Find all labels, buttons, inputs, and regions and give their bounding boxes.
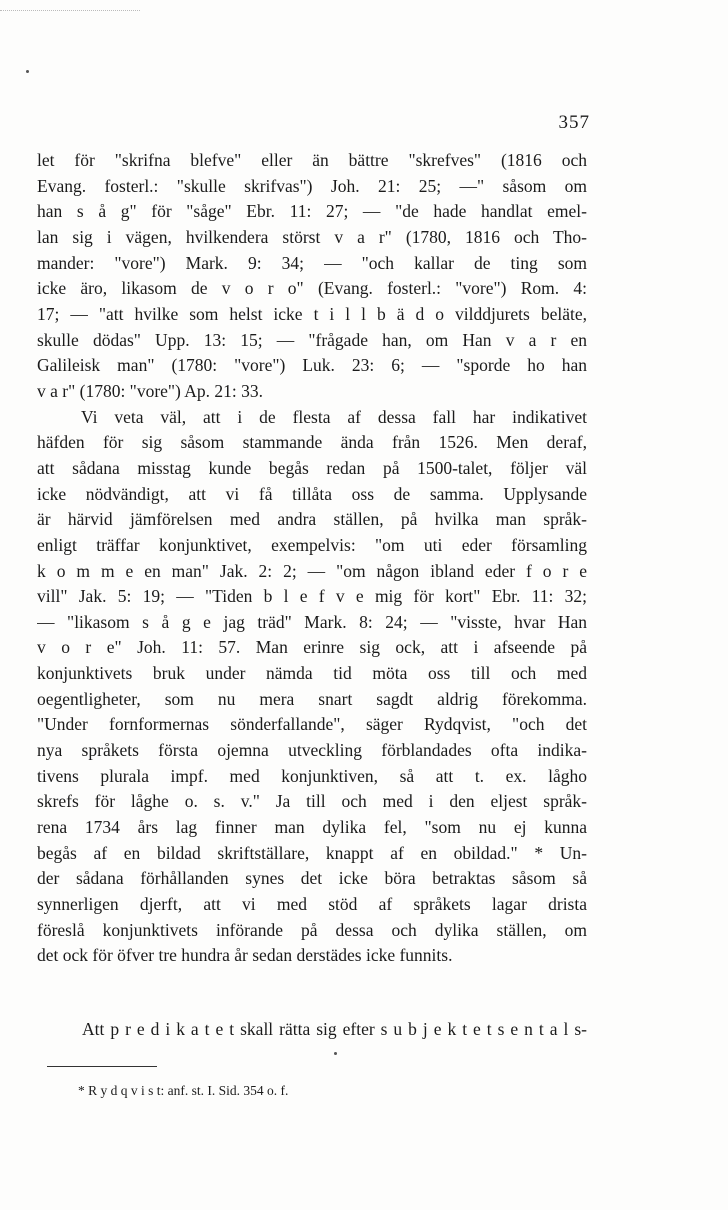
text-line: tivens plurala impf. med konjunktiven, så att t. ex. lågho	[37, 765, 587, 786]
footnote-rule	[47, 1066, 157, 1067]
text-line: rena 1734 års lag finner man dylika fel, "som nu ej kunna	[37, 817, 587, 838]
text-line: icke nödvändigt, att vi få tillåta oss de samma. Upplysande	[37, 483, 587, 504]
text-line: skrefs för låghe o. s. v." Ja till och med i den eljest språk-	[37, 791, 587, 812]
text-line: att sådana misstag kunde begås redan på 1500-talet, följer väl	[37, 457, 587, 478]
text-line: föreslå konjunktivets införande på dessa och dylika ställen, om	[37, 919, 587, 940]
text-line: mander: "vore") Mark. 9: 34; — "och kallar de ting som	[37, 252, 587, 273]
text-line: häfden för sig såsom stammande ända från 1526. Men deraf,	[37, 432, 587, 453]
text-line: oegentligheter, som nu mera snart sagdt aldrig förekomma.	[37, 688, 587, 709]
text-line: let för "skrifna blefve" eller än bättre "skrefves" (1816 och	[37, 150, 587, 170]
text-line: enligt träffar konjunktivet, exempelvis: "om uti eder församling	[37, 534, 587, 555]
text-line: k o m m e en man" Jak. 2: 2; — "om någon ibland eder f o r e	[37, 560, 587, 581]
text-line: Galileisk man" (1780: "vore") Luk. 23: 6; — "sporde ho han	[37, 355, 587, 376]
body-text	[37, 148, 587, 969]
ink-speck	[334, 1052, 337, 1055]
text-line: konjunktivets bruk under nämda tid möta oss till och med	[37, 663, 587, 684]
text-line: begås af en bildad skriftställare, knappt af en obildad." * Un-	[37, 842, 587, 863]
text-line: är härvid jämförelsen med andra ställen, på hvilka man språk-	[37, 509, 587, 530]
text-line: nya språkets första ojemna utveckling förblandades ofta indika-	[37, 740, 587, 761]
text-line: "Under fornformernas sönderfallande", säger Rydqvist, "och det	[37, 714, 587, 735]
scan-edge-mark	[0, 10, 140, 11]
text-line: det ock för öfver tre hundra år sedan derstädes icke funnits.	[37, 945, 453, 966]
text-line: Evang. fosterl.: "skulle skrifvas") Joh. 21: 25; —" såsom om	[37, 175, 587, 196]
text-line: 17; — "att hvilke som helst icke t i l l b ä d o vilddjurets beläte,	[37, 303, 587, 324]
ink-speck	[26, 70, 29, 73]
text-line: synnerligen djerft, att vi med stöd af språkets lagar drista	[37, 894, 587, 915]
text-line: lan sig i vägen, hvilkendera störst v a r" (1780, 1816 och Tho-	[37, 226, 587, 247]
text-line: icke äro, likasom de v o r o" (Evang. fosterl.: "vore") Rom. 4:	[37, 278, 587, 299]
section-start-line: Att p r e d i k a t e t skall rätta sig efter s u b j e k t e t s e n t a l s-	[82, 1019, 587, 1039]
text-line: der sådana förhållanden synes det icke böra betraktas såsom så	[37, 868, 587, 889]
footnote: * R y d q v i s t: anf. st. I. Sid. 354 o. f.	[78, 1083, 289, 1098]
text-line: vill" Jak. 5: 19; — "Tiden b l e f v e mig för kort" Ebr. 11: 32;	[37, 586, 587, 607]
text-line: — "likasom s å g e jag träd" Mark. 8: 24; — "visste, hvar Han	[37, 611, 587, 632]
text-line: skulle dödas" Upp. 13: 15; — "frågade han, om Han v a r en	[37, 329, 587, 350]
page-number: 357	[558, 112, 590, 133]
text-line: v a r" (1780: "vore") Ap. 21: 33.	[37, 380, 264, 401]
text-line: v o r e" Joh. 11: 57. Man erinre sig ock, att i afseende på	[37, 637, 587, 658]
text-line: han s å g" för "såge" Ebr. 11: 27; — "de hade handlat emel-	[37, 201, 587, 222]
paragraph-start-line: Vi veta väl, att i de flesta af dessa fall har indikativet	[81, 406, 587, 427]
